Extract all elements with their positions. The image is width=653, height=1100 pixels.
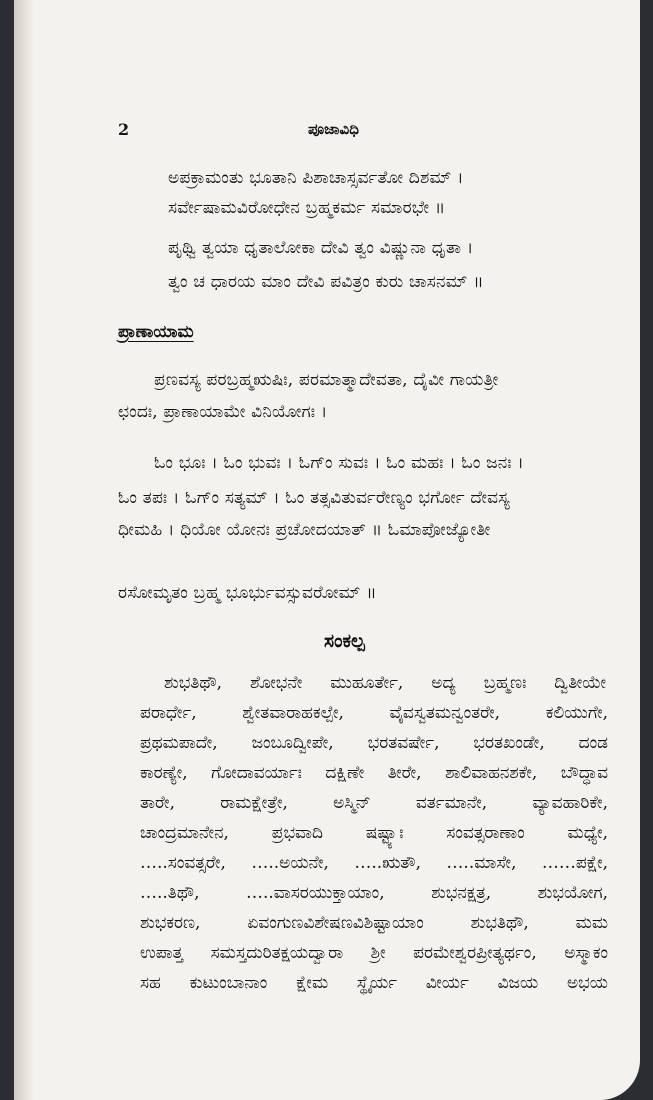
sankalpa-line: …..ತಿಥೌ, …..ವಾಸರಯುಕ್ತಾಯಾಂ, ಶುಭನಕ್ಷತ್ರ, ಶುಭಯೋಗ, [140,883,608,903]
sankalpa-line: ಶುಭತಿಥೌ, ಶೋಭನೇ ಮುಹೂರ್ತೇ, ಅದ್ಯ ಬ್ರಹ್ಮಣಃ ದ್ವಿತೀಯೇ [164,673,606,693]
sankalpa-line: ಪ್ರಥಮಪಾದೇ, ಜಂಬೂದ್ವೀಪೇ, ಭರತವರ್ಷೇ, ಭರತಖಂಡೇ, ದಂಡ [140,733,608,753]
pranayama-mantra-line: ಓಂ ಭೂಃ । ಓಂ ಭುವಃ । ಓಗ್ಂ ಸುವಃ । ಓಂ ಮಹಃ । ಓಂ ಜನಃ । [154,453,524,473]
sankalpa-line: ಸಹ ಕುಟುಂಬಾನಾಂ ಕ್ಷೇಮ ಸ್ಥೈರ್ಯ ವೀರ್ಯ ವಿಜಯ ಅಭಯ [140,973,608,993]
verse-line: ಪೃಥ್ವಿ ತ್ವಯಾ ಧೃತಾಲೋಕಾ ದೇವಿ ತ್ವಂ ವಿಷ್ಣುನಾ ಧೃತಾ । [168,238,474,258]
sankalpa-line: ಚಾಂದ್ರಮಾನೇನ, ಪ್ರಭವಾದಿ ಷಷ್ಟ್ಯಾಃ ಸಂವತ್ಸರಾಣಾಂ ಮಧ್ಯೇ, [140,823,608,843]
pranayama-mantra-line: ರಸೋಮೃತಂ ಬ್ರಹ್ಮ ಭೂರ್ಭುವಸ್ಸುವರೋಮ್ ॥ [118,583,377,603]
verse-line: ಅಪಕ್ರಾಮಂತು ಭೂತಾನಿ ಪಿಶಾಚಾಸ್ಸರ್ವತೋ ದಿಶಮ್ । [168,168,464,188]
sankalpa-line: ಶುಭಕರಣ, ಏವಂಗುಣವಿಶೇಷಣವಿಶಿಷ್ಟಾಯಾಂ ಶುಭತಿಥೌ, ಮಮ [140,913,608,933]
pranayama-intro-line: ಪ್ರಣವಸ್ಯ ಪರಬ್ರಹ್ಮಋಷಿಃ, ಪರಮಾತ್ಮಾದೇವತಾ, ದೈವೀ ಗಾಯತ್ರೀ [154,370,499,390]
pranayama-mantra-line: ಓಂ ತಪಃ । ಓಗ್ಂ ಸತ್ಯಮ್ । ಓಂ ತತ್ಸವಿತುರ್ವರೇಣ್ಯಂ ಭರ್ಗೋ ದೇವಸ್ಯ [118,488,510,508]
page-header [118,120,600,144]
sankalpa-line: ತಾರೇ, ರಾಮಕ್ಷೇತ್ರೇ, ಅಸ್ಮಿನ್ ವರ್ತಮಾನೇ, ವ್ಯಾವಹಾರಿಕೇ, [140,793,608,813]
book-page [14,0,640,1100]
sankalpa-line: ಪರಾರ್ಧೇ, ಶ್ವೇತವಾರಾಹಕಲ್ಪೇ, ವೈವಸ್ವತಮನ್ವಂತರೇ, ಕಲಿಯುಗೇ, [140,703,608,723]
sankalpa-line: ಉಪಾತ್ತ ಸಮಸ್ತದುರಿತಕ್ಷಯದ್ವಾರಾ ಶ್ರೀ ಪರಮೇಶ್ವರಪ್ರೀತ್ಯರ್ಥಂ, ಅಸ್ಮಾಕಂ [140,943,608,963]
running-title: ಪೂಜಾವಿಧಿ [308,120,359,138]
sankalpa-title: ಸಂಕಲ್ಪ [324,630,365,652]
pranayama-intro-line: ಛಂದಃ, ಪ್ರಾಣಾಯಾಮೇ ವಿನಿಯೋಗಃ । [118,402,328,422]
pranayama-heading: ಪ್ರಾಣಾಯಾಮ [118,322,194,342]
verse-line: ತ್ವಂ ಚ ಧಾರಯ ಮಾಂ ದೇವಿ ಪವಿತ್ರಂ ಕುರು ಚಾಸನಮ್ ॥ [168,272,484,292]
verse-line: ಸರ್ವೇಷಾಮವಿರೋಧೇನ ಬ್ರಹ್ಮಕರ್ಮ ಸಮಾರಭೇ ॥ [168,198,446,218]
page-number: 2 [118,120,130,139]
pranayama-mantra-line: ಧೀಮಹಿ । ಧಿಯೋ ಯೋನಃ ಪ್ರಚೋದಯಾತ್ ॥ ಓಮಾಪೋಜ್ಯೋತೀ [118,520,491,540]
sankalpa-line: ಕಾರಣ್ಯೇ, ಗೋದಾವರ್ಯಾಃ ದಕ್ಷಿಣೇ ತೀರೇ, ಶಾಲಿವಾಹನಶಕೇ, ಬೌದ್ಧಾವ [140,763,608,783]
sankalpa-line: …..ಸಂವತ್ಸರೇ, …..ಅಯನೇ, …..ಋತೌ, …..ಮಾಸೇ, ……ಪಕ್ಷೇ, [140,853,608,873]
